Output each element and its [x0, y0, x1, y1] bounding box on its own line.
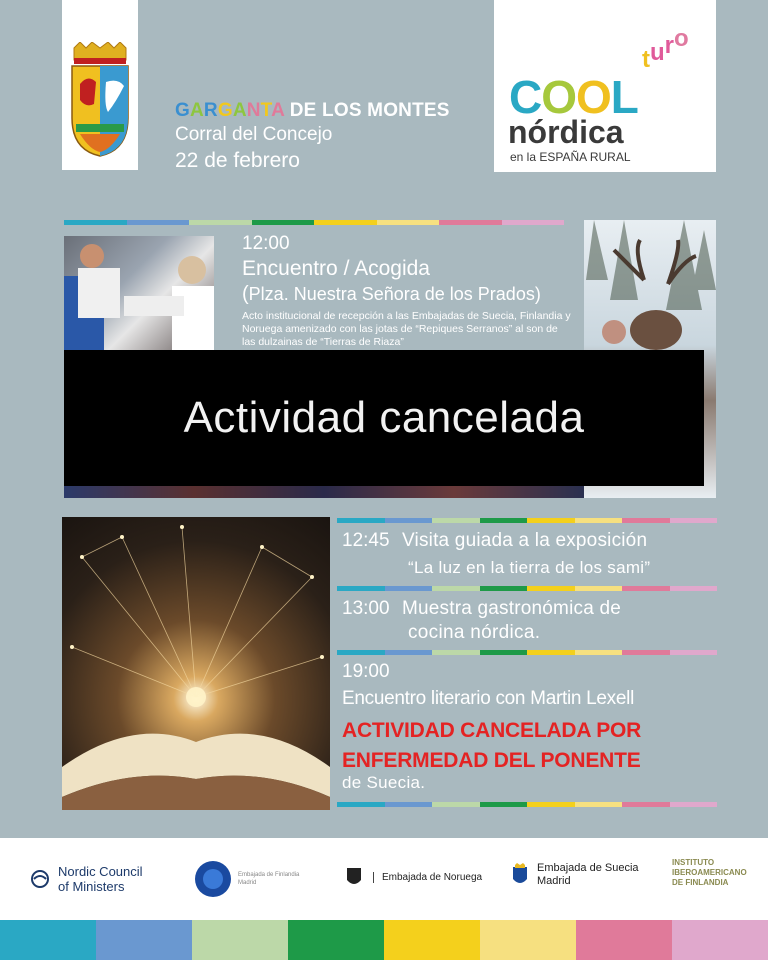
bottom-bar-segment — [0, 920, 96, 960]
strip-segment — [575, 586, 623, 591]
town-letter: R — [203, 100, 218, 121]
strip-segment — [432, 650, 480, 655]
cool-letter: O — [576, 71, 611, 123]
cooltura-logo — [494, 0, 716, 172]
activity-place — [242, 283, 572, 306]
row-title-literary: Encuentro literario con Martin Lexell — [342, 688, 634, 709]
open-book-image — [62, 517, 330, 810]
turo-letter: u — [650, 39, 665, 66]
logo-turo-text — [642, 25, 689, 74]
strip-segment — [337, 650, 385, 655]
strip-segment — [575, 518, 623, 523]
color-strip — [337, 802, 717, 807]
strip-segment — [480, 802, 528, 807]
strip-segment — [575, 802, 623, 807]
sweden-line-1: Embajada de Suecia — [537, 862, 639, 874]
nordic-line-2: of Ministers — [58, 879, 125, 894]
strip-segment — [622, 586, 670, 591]
strip-segment — [622, 518, 670, 523]
row-title: Visita guiada a la exposición — [402, 530, 648, 551]
color-strip — [337, 650, 717, 655]
strip-segment — [527, 586, 575, 591]
strip-segment — [385, 802, 433, 807]
activity-title: Encuentro / Acogida — [242, 257, 430, 280]
sweden-crown-icon — [511, 863, 529, 887]
town-letter: N — [246, 100, 261, 121]
cool-letter: C — [509, 71, 542, 123]
sweden-embassy-logo — [511, 862, 639, 888]
strip-segment — [480, 650, 528, 655]
strip-segment — [575, 650, 623, 655]
town-letter: G — [175, 100, 190, 121]
instituto-line-2: IBEROAMERICANO — [672, 868, 747, 877]
coat-of-arms-icon — [66, 42, 134, 160]
town-letter: A — [189, 100, 204, 121]
strip-segment — [480, 518, 528, 523]
strip-segment — [189, 220, 252, 225]
town-name — [175, 100, 450, 122]
coat-of-arms-panel — [62, 0, 138, 170]
activity-place-text: Plza. Nuestra Señora de los Prados) — [248, 284, 541, 304]
instituto-line-1: INSTITUTO — [672, 858, 715, 867]
norway-text: Embajada de Noruega — [373, 872, 482, 883]
logo-subtitle: en la ESPAÑA RURAL — [510, 150, 631, 164]
strip-segment — [670, 518, 718, 523]
bottom-bar-segment — [192, 920, 288, 960]
town-letter: T — [260, 100, 272, 121]
strip-segment — [622, 650, 670, 655]
activity-description: Acto institucional de recepción a las Embajadas de Suecia, Finlandia y Noruega amenizado con las jotas de “Repiques Serranos” al son de las dulzainas de “Tierras de Riaza” — [242, 310, 571, 348]
town-letter: A — [271, 100, 285, 121]
schedule-row-exhibition — [342, 530, 722, 552]
norway-lion-icon — [345, 866, 363, 888]
instituto-line-3: DE FINLANDIA — [672, 878, 729, 887]
photo-strip-below-banner — [64, 486, 584, 498]
strip-segment — [385, 518, 433, 523]
row-subtitle: “La luz en la tierra de los sami” — [408, 558, 651, 577]
strip-segment — [670, 802, 718, 807]
cancelled-banner — [64, 350, 704, 486]
color-strip — [337, 518, 717, 523]
strip-segment — [432, 518, 480, 523]
strip-segment — [64, 220, 127, 225]
finland-lion-icon — [194, 860, 232, 898]
strip-segment — [432, 586, 480, 591]
strip-segment — [385, 586, 433, 591]
nordic-swan-icon — [30, 869, 50, 889]
strip-segment — [622, 802, 670, 807]
row-time: 13:00 — [342, 598, 390, 619]
event-date: 22 de febrero — [175, 149, 300, 172]
strip-segment — [337, 586, 385, 591]
bottom-bar-segment — [288, 920, 384, 960]
event-header — [175, 100, 450, 173]
bottom-bar-segment — [96, 920, 192, 960]
logo-nordica-text: nórdica — [508, 114, 624, 150]
strip-segment — [480, 586, 528, 591]
row-time: 19:00 — [342, 661, 390, 682]
town-letter: A — [232, 100, 247, 121]
cool-letter: O — [541, 71, 577, 123]
nordic-council-logo — [30, 864, 143, 894]
finland-line-1: Embajada de Finlandia — [238, 872, 300, 878]
color-strip — [337, 586, 717, 591]
strip-segment — [377, 220, 440, 225]
schedule-row-gastronomy — [342, 598, 722, 620]
strip-segment — [314, 220, 377, 225]
finland-line-2: Madrid — [238, 880, 257, 886]
strip-segment — [527, 650, 575, 655]
row-title-continued: cocina nórdica. — [408, 622, 541, 643]
strip-segment — [385, 650, 433, 655]
turo-letter: o — [674, 25, 689, 52]
bottom-bar-segment — [576, 920, 672, 960]
bottom-bar-segment — [480, 920, 576, 960]
cancelled-text: Actividad cancelada — [183, 393, 585, 442]
color-strip — [64, 220, 564, 225]
strip-segment — [252, 220, 315, 225]
row-text-end: de Suecia. — [342, 773, 426, 792]
dancers-photo — [64, 236, 214, 350]
venue: Corral del Concejo — [175, 124, 333, 145]
strip-segment — [502, 220, 565, 225]
turo-letter: r — [664, 32, 675, 59]
nordic-line-1: Nordic Council — [58, 864, 143, 879]
town-letter: G — [217, 100, 233, 121]
cancellation-line-2: ENFERMEDAD DEL PONENTE — [342, 749, 641, 772]
strip-segment — [337, 518, 385, 523]
row-time: 12:45 — [342, 530, 390, 551]
strip-segment — [439, 220, 502, 225]
cancellation-notice — [342, 716, 641, 776]
strip-segment — [337, 802, 385, 807]
strip-segment — [670, 650, 718, 655]
finland-embassy-logo — [194, 860, 299, 898]
norway-embassy-logo — [345, 866, 482, 888]
cool-letter: L — [610, 71, 638, 123]
strip-segment — [527, 518, 575, 523]
bottom-color-bar — [0, 920, 768, 960]
activity-welcome — [242, 233, 572, 349]
sponsors-footer — [0, 838, 768, 920]
activity-place-paren: ( — [242, 283, 249, 305]
activity-time: 12:00 — [242, 233, 290, 254]
turo-letter: t — [642, 46, 650, 73]
town-name-rest: DE LOS MONTES — [284, 100, 450, 121]
bottom-bar-segment — [384, 920, 480, 960]
cancellation-line-1: ACTIVIDAD CANCELADA POR — [342, 719, 642, 742]
strip-segment — [527, 802, 575, 807]
sweden-line-2: Madrid — [537, 875, 571, 887]
strip-segment — [127, 220, 190, 225]
row-title: Muestra gastronómica de — [402, 598, 621, 619]
strip-segment — [432, 802, 480, 807]
bottom-bar-segment — [672, 920, 768, 960]
town-colored-letters — [175, 100, 284, 121]
strip-segment — [670, 586, 718, 591]
instituto-iberoamericano-logo — [672, 858, 747, 888]
